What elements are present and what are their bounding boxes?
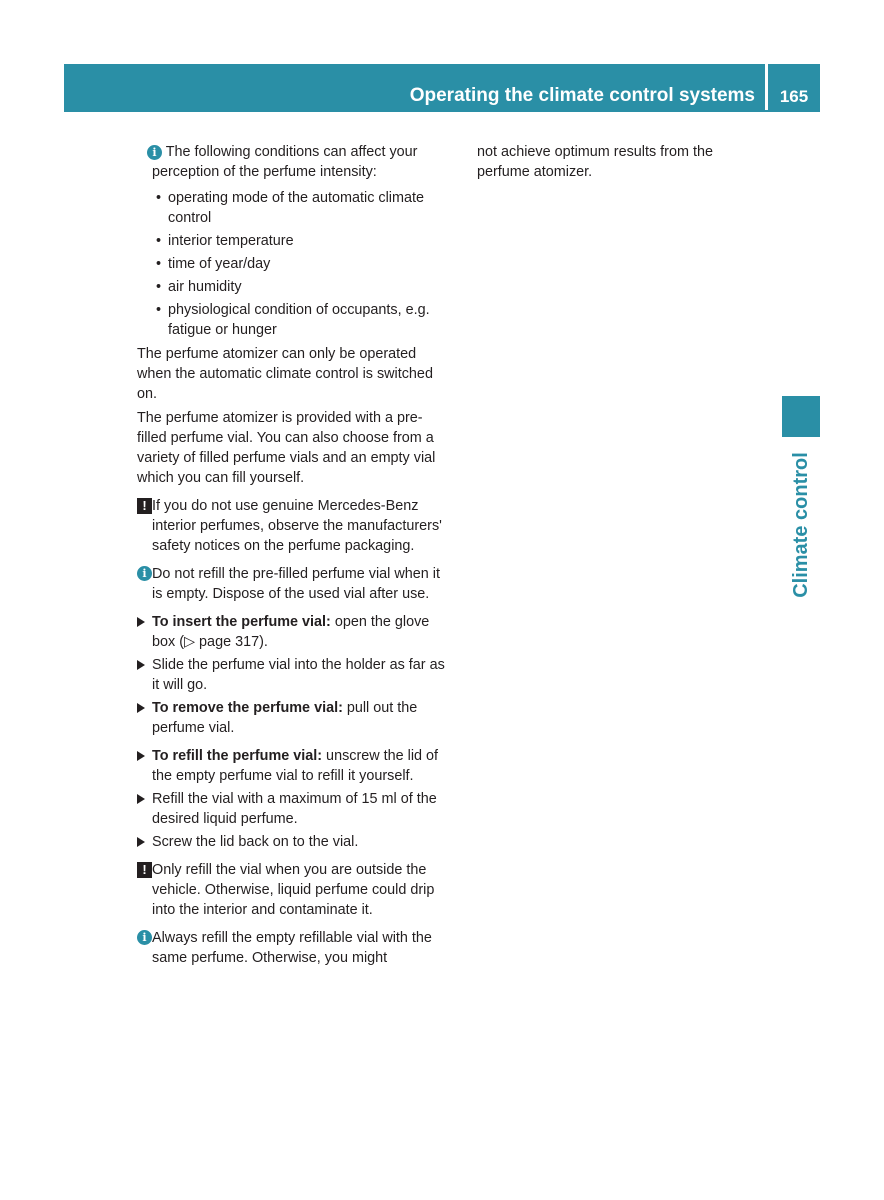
page-number-box <box>768 64 820 111</box>
step-item: Refill the vial with a maximum of 15 ml of the desired liquid perfume. <box>137 789 447 829</box>
header-bar <box>64 64 765 111</box>
info-note-refill <box>137 564 447 604</box>
section-tab-label: Climate control <box>790 452 812 598</box>
list-item: • operating mode of the automatic climate control <box>156 190 424 226</box>
list-item: • physiological condition of occupants, e.g. fatigue or hunger <box>156 302 430 338</box>
conditions-list <box>137 188 447 340</box>
section-tab-marker <box>782 396 820 437</box>
note-text-rest: perception of the perfume intensity: <box>152 164 377 180</box>
list-item: • air humidity <box>156 279 242 295</box>
info-note-conditions <box>137 142 447 340</box>
step-arrow-icon <box>137 837 145 847</box>
list-item: • time of year/day <box>156 256 271 272</box>
warning-icon: ! <box>137 498 152 514</box>
step-item: To remove the perfume vial: pull out the perfume vial. <box>137 698 447 738</box>
bullet-icon: • <box>156 256 162 272</box>
right-column <box>477 142 752 182</box>
warning-note-perfumes <box>137 496 447 556</box>
step-item: To insert the perfume vial: open the glove box (▷ page 317). <box>137 612 447 652</box>
bullet-icon: • <box>156 302 162 318</box>
step-item: To refill the perfume vial: unscrew the lid of the empty perfume vial to refill it yourself. <box>137 746 447 786</box>
note-text: Do not refill the pre-filled perfume vial when it is empty. Dispose of the used vial after use. <box>152 566 440 602</box>
bullet-icon: • <box>156 233 162 249</box>
step-item: Slide the perfume vial into the holder as far as it will go. <box>137 655 447 695</box>
step-arrow-icon <box>137 794 145 804</box>
continuation-text: not achieve optimum results from the perfume atomizer. <box>477 144 713 180</box>
note-text: Always refill the empty refillable vial with the same perfume. Otherwise, you might <box>152 930 432 966</box>
paragraph-operation: The perfume atomizer can only be operated when the automatic climate control is switched on. <box>137 346 433 402</box>
header-rule <box>64 110 820 112</box>
warning-icon: ! <box>137 862 152 878</box>
info-icon: i <box>137 566 152 581</box>
list-item: • interior temperature <box>156 233 294 249</box>
step-arrow-icon <box>137 660 145 670</box>
warning-note-outside <box>137 860 447 920</box>
left-column <box>137 142 447 972</box>
note-text-line1: The following conditions can affect your <box>165 144 418 160</box>
step-arrow-icon <box>137 703 145 713</box>
warning-text: Only refill the vial when you are outside the vehicle. Otherwise, liquid perfume could drip into the interior and contaminate it. <box>152 862 435 918</box>
page-title: Operating the climate control systems <box>409 85 755 106</box>
step-item: Screw the lid back on to the vial. <box>137 832 447 852</box>
step-arrow-icon <box>137 751 145 761</box>
bullet-icon: • <box>156 279 162 295</box>
info-icon: i <box>137 930 152 945</box>
info-note-same-perfume <box>137 928 447 968</box>
paragraph-vials: The perfume atomizer is provided with a pre-filled perfume vial. You can also choose from a variety of filled perfume vials and an empty vial which you can fill yourself. <box>137 410 436 486</box>
info-icon: i <box>147 145 162 160</box>
instruction-steps <box>137 612 447 852</box>
warning-text: If you do not use genuine Mercedes-Benz interior perfumes, observe the manufacturers' safety notices on the perfume packaging. <box>152 498 442 554</box>
step-arrow-icon <box>137 617 145 627</box>
page-number: 165 <box>779 87 809 106</box>
bullet-icon: • <box>156 190 162 206</box>
